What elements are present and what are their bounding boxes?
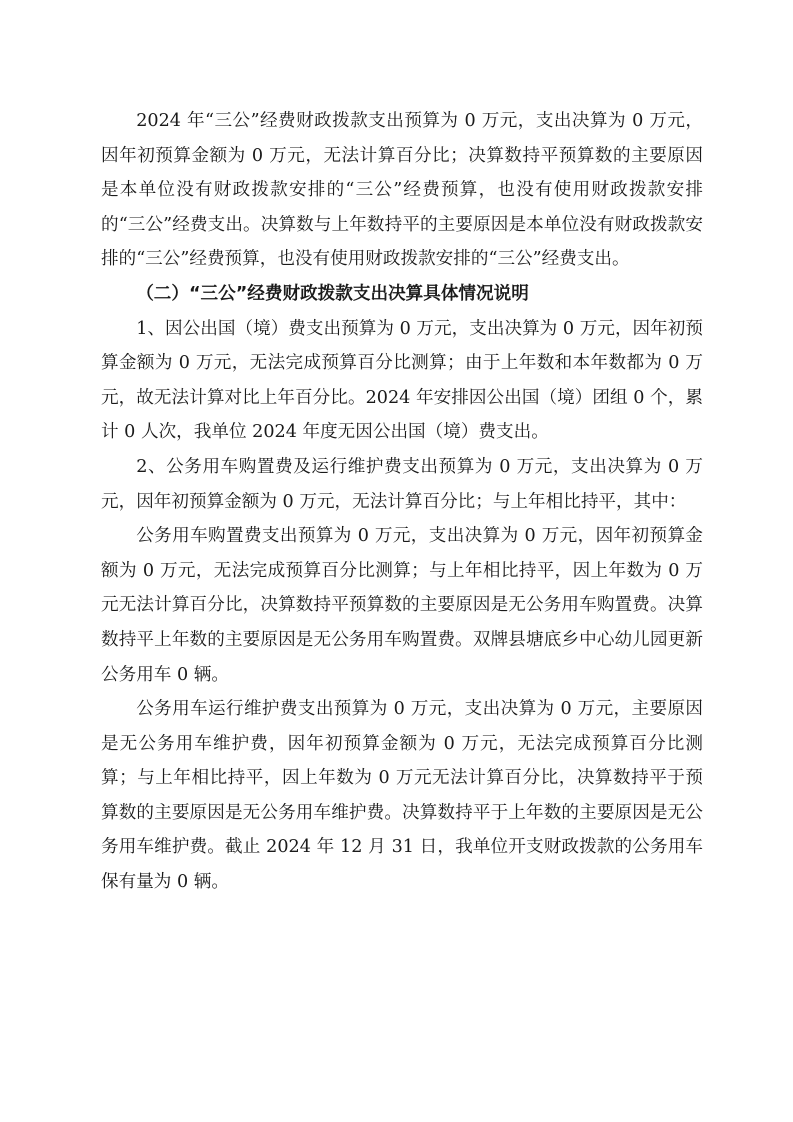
paragraph-vehicle-purchase: 公务用车购置费支出预算为 0 万元，支出决算为 0 万元，因年初预算金额为 0 万元，无法完成预算百分比测算；与上年相比持平，因上年数为 0 万元无法计算百分比，决算数持平预算数的主要原因是无公务用车购置费。决算数持平上年数的主要原因是无公务用车购置费。双牌县塘底乡中心幼儿园更新公务用车 0 辆。 [101,526,703,685]
section-heading-sangong-details: （二）“三公”经费财政拨款支出决算具体情况说明 [136,283,529,304]
paragraph-sangong-overview: 2024 年“三公”经费财政拨款支出预算为 0 万元，支出决算为 0 万元，因年初预算金额为 0 万元，无法计算百分比；决算数持平预算数的主要原因是本单位没有财政拨款安排的“三公”经费预算，也没有使用财政拨款安排的“三公”经费支出。决算数与上年数持平的主要原因是本单位没有财政拨款安排的“三公”经费预算，也没有使用财政拨款安排的“三公”经费支出。 [101,111,703,270]
document-body [101,104,703,900]
paragraph-vehicle-costs: 2、公务用车购置费及运行维护费支出预算为 0 万元，支出决算为 0 万元，因年初预算金额为 0 万元，无法计算百分比；与上年相比持平，其中： [101,456,703,512]
paragraph-vehicle-maintenance: 公务用车运行维护费支出预算为 0 万元，支出决算为 0 万元，主要原因是无公务用车维护费，因年初预算金额为 0 万元，无法完成预算百分比测算；与上年相比持平，因上年数为 0 万元无法计算百分比，决算数持平于预算数的主要原因是无公务用车维护费。决算数持平于上年数的主要原因是无公务用车维护费。截止 2024 年 12 月 31 日，我单位开支财政拨款的公务用车保有量为 0 辆。 [101,699,703,893]
paragraph-overseas-travel: 1、因公出国（境）费支出预算为 0 万元，支出决算为 0 万元，因年初预算金额为 0 万元，无法完成预算百分比测算；由于上年数和本年数都为 0 万元，故无法计算对比上年百分比。2024 年安排因公出国（境）团组 0 个，累计 0 人次，我单位 2024 年度无因公出国（境）费支出。 [101,318,703,443]
